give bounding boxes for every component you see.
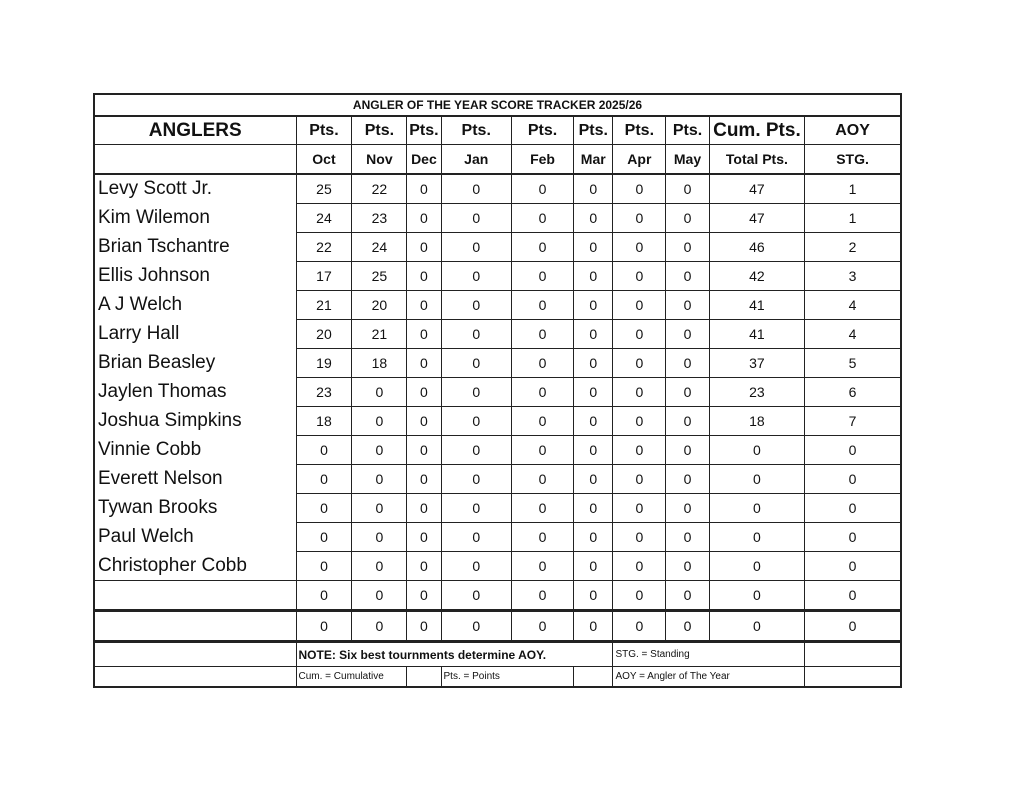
angler-row — [94, 291, 901, 320]
standing-cell: 0 — [805, 523, 901, 552]
month-points-cell: 0 — [296, 611, 352, 642]
angler-name: Vinnie Cobb — [94, 436, 296, 465]
angler-row — [94, 204, 901, 233]
month-points-cell: 22 — [352, 174, 407, 204]
month-points-cell: 0 — [296, 436, 352, 465]
month-header: Mar — [574, 145, 613, 175]
angler-name: Brian Beasley — [94, 349, 296, 378]
angler-row — [94, 349, 901, 378]
standing-cell: 0 — [805, 611, 901, 642]
blank-header-cell — [94, 145, 296, 175]
header-row-months — [94, 145, 901, 175]
month-points-cell: 0 — [666, 174, 710, 204]
month-points-cell: 0 — [441, 407, 511, 436]
angler-name: A J Welch — [94, 291, 296, 320]
angler-name — [94, 611, 296, 642]
month-points-cell: 22 — [296, 233, 352, 262]
title-row — [94, 94, 901, 116]
month-points-cell: 0 — [666, 349, 710, 378]
score-tracker-sheet — [93, 93, 902, 688]
month-header: May — [666, 145, 710, 175]
month-points-cell: 0 — [511, 233, 573, 262]
angler-name: Jaylen Thomas — [94, 378, 296, 407]
month-points-cell: 0 — [511, 465, 573, 494]
month-points-cell: 0 — [574, 465, 613, 494]
standing-cell: 7 — [805, 407, 901, 436]
month-points-cell: 24 — [352, 233, 407, 262]
month-points-cell: 25 — [352, 262, 407, 291]
month-points-cell: 0 — [613, 552, 666, 581]
month-points-cell: 0 — [574, 611, 613, 642]
month-points-cell: 0 — [352, 407, 407, 436]
angler-name: Levy Scott Jr. — [94, 174, 296, 204]
month-points-cell: 0 — [441, 523, 511, 552]
anglers-header: ANGLERS — [94, 116, 296, 145]
angler-row — [94, 262, 901, 291]
month-points-cell: 17 — [296, 262, 352, 291]
month-points-cell: 0 — [407, 581, 441, 611]
month-points-cell: 0 — [352, 611, 407, 642]
total-points-cell: 0 — [709, 523, 804, 552]
total-points-cell: 0 — [709, 494, 804, 523]
month-points-cell: 0 — [407, 349, 441, 378]
pts-header: Pts. — [352, 116, 407, 145]
month-points-cell: 0 — [511, 611, 573, 642]
total-points-cell: 47 — [709, 204, 804, 233]
month-points-cell: 0 — [613, 349, 666, 378]
month-points-cell: 0 — [352, 494, 407, 523]
standing-cell: 1 — [805, 204, 901, 233]
month-points-cell: 18 — [296, 407, 352, 436]
month-points-cell: 0 — [407, 320, 441, 349]
aoy-header: AOY — [805, 116, 901, 145]
pts-header: Pts. — [613, 116, 666, 145]
sheet-title: ANGLER OF THE YEAR SCORE TRACKER 2025/26 — [94, 94, 901, 116]
month-points-cell: 0 — [352, 552, 407, 581]
month-points-cell: 0 — [511, 204, 573, 233]
month-points-cell: 0 — [613, 494, 666, 523]
pts-header: Pts. — [296, 116, 352, 145]
month-points-cell: 0 — [407, 262, 441, 291]
month-header: Dec — [407, 145, 441, 175]
month-points-cell: 0 — [407, 611, 441, 642]
month-points-cell: 0 — [296, 465, 352, 494]
month-header: Feb — [511, 145, 573, 175]
month-points-cell: 0 — [407, 552, 441, 581]
month-points-cell: 0 — [296, 581, 352, 611]
month-points-cell: 0 — [574, 320, 613, 349]
angler-row — [94, 436, 901, 465]
month-points-cell: 0 — [574, 523, 613, 552]
standing-cell: 4 — [805, 291, 901, 320]
month-points-cell: 0 — [666, 436, 710, 465]
note-text: NOTE: Six best tournments determine AOY. — [296, 642, 613, 667]
month-points-cell: 0 — [511, 349, 573, 378]
legend-blank-cell — [94, 667, 296, 688]
standing-cell: 3 — [805, 262, 901, 291]
month-points-cell: 0 — [352, 378, 407, 407]
total-points-cell: 41 — [709, 320, 804, 349]
angler-row — [94, 174, 901, 204]
standing-cell: 0 — [805, 436, 901, 465]
month-points-cell: 19 — [296, 349, 352, 378]
month-points-cell: 0 — [613, 436, 666, 465]
angler-row — [94, 407, 901, 436]
note-blank-cell — [94, 642, 296, 667]
month-points-cell: 0 — [666, 611, 710, 642]
month-points-cell: 0 — [666, 523, 710, 552]
month-points-cell: 0 — [441, 204, 511, 233]
angler-row — [94, 494, 901, 523]
month-points-cell: 0 — [613, 611, 666, 642]
angler-name: Larry Hall — [94, 320, 296, 349]
month-points-cell: 0 — [574, 262, 613, 291]
total-points-cell: 0 — [709, 552, 804, 581]
pts-header: Pts. — [407, 116, 441, 145]
month-points-cell: 0 — [511, 174, 573, 204]
total-points-cell: 46 — [709, 233, 804, 262]
legend-blank-cell — [574, 667, 613, 688]
month-header: Jan — [441, 145, 511, 175]
month-points-cell: 0 — [511, 436, 573, 465]
month-points-cell: 0 — [613, 291, 666, 320]
month-points-cell: 0 — [574, 436, 613, 465]
angler-name — [94, 581, 296, 611]
legend-row — [94, 667, 901, 688]
month-points-cell: 0 — [666, 465, 710, 494]
month-points-cell: 0 — [574, 174, 613, 204]
standing-cell: 2 — [805, 233, 901, 262]
month-points-cell: 0 — [511, 291, 573, 320]
month-points-cell: 0 — [574, 494, 613, 523]
angler-name: Paul Welch — [94, 523, 296, 552]
angler-name: Joshua Simpkins — [94, 407, 296, 436]
month-points-cell: 0 — [407, 494, 441, 523]
angler-row — [94, 611, 901, 642]
month-points-cell: 0 — [407, 204, 441, 233]
aoy-legend: AOY = Angler of The Year — [613, 667, 805, 688]
month-points-cell: 0 — [613, 204, 666, 233]
month-points-cell: 23 — [352, 204, 407, 233]
total-points-cell: 42 — [709, 262, 804, 291]
month-points-cell: 0 — [666, 552, 710, 581]
month-header: Apr — [613, 145, 666, 175]
total-pts-header: Total Pts. — [709, 145, 804, 175]
note-row — [94, 642, 901, 667]
month-points-cell: 0 — [407, 407, 441, 436]
total-points-cell: 23 — [709, 378, 804, 407]
month-points-cell: 0 — [511, 523, 573, 552]
month-points-cell: 0 — [407, 465, 441, 494]
month-points-cell: 0 — [613, 174, 666, 204]
month-points-cell: 0 — [613, 233, 666, 262]
standing-cell: 0 — [805, 581, 901, 611]
month-points-cell: 0 — [666, 233, 710, 262]
month-points-cell: 0 — [666, 320, 710, 349]
standing-cell: 6 — [805, 378, 901, 407]
month-points-cell: 0 — [613, 262, 666, 291]
stg-header: STG. — [805, 145, 901, 175]
angler-name: Christopher Cobb — [94, 552, 296, 581]
month-points-cell: 25 — [296, 174, 352, 204]
month-points-cell: 0 — [574, 378, 613, 407]
angler-row — [94, 523, 901, 552]
month-points-cell: 0 — [407, 436, 441, 465]
legend-blank-cell — [805, 667, 901, 688]
month-points-cell: 0 — [441, 349, 511, 378]
month-points-cell: 0 — [574, 581, 613, 611]
standing-cell: 1 — [805, 174, 901, 204]
standing-cell: 0 — [805, 465, 901, 494]
month-points-cell: 0 — [352, 436, 407, 465]
month-points-cell: 0 — [574, 349, 613, 378]
total-points-cell: 47 — [709, 174, 804, 204]
month-points-cell: 0 — [441, 436, 511, 465]
total-points-cell: 0 — [709, 611, 804, 642]
standing-cell: 0 — [805, 494, 901, 523]
month-points-cell: 0 — [352, 523, 407, 552]
month-points-cell: 20 — [352, 291, 407, 320]
standing-cell: 4 — [805, 320, 901, 349]
month-points-cell: 0 — [511, 407, 573, 436]
month-points-cell: 0 — [613, 465, 666, 494]
angler-name: Brian Tschantre — [94, 233, 296, 262]
header-row-points — [94, 116, 901, 145]
month-points-cell: 21 — [296, 291, 352, 320]
angler-row — [94, 233, 901, 262]
angler-row — [94, 581, 901, 611]
pts-header: Pts. — [574, 116, 613, 145]
month-points-cell: 0 — [574, 233, 613, 262]
month-points-cell: 0 — [441, 262, 511, 291]
angler-name: Everett Nelson — [94, 465, 296, 494]
month-points-cell: 0 — [441, 581, 511, 611]
month-header: Nov — [352, 145, 407, 175]
standing-cell: 0 — [805, 552, 901, 581]
month-points-cell: 0 — [441, 174, 511, 204]
month-points-cell: 0 — [613, 523, 666, 552]
cum-pts-header: Cum. Pts. — [709, 116, 804, 145]
month-points-cell: 0 — [666, 291, 710, 320]
month-points-cell: 24 — [296, 204, 352, 233]
month-points-cell: 0 — [511, 320, 573, 349]
month-points-cell: 0 — [511, 581, 573, 611]
month-points-cell: 0 — [574, 552, 613, 581]
total-points-cell: 37 — [709, 349, 804, 378]
month-points-cell: 0 — [407, 174, 441, 204]
month-points-cell: 0 — [407, 523, 441, 552]
month-points-cell: 0 — [407, 378, 441, 407]
month-points-cell: 0 — [511, 262, 573, 291]
month-points-cell: 0 — [666, 494, 710, 523]
month-points-cell: 0 — [574, 204, 613, 233]
month-points-cell: 0 — [666, 378, 710, 407]
month-points-cell: 20 — [296, 320, 352, 349]
month-points-cell: 0 — [666, 262, 710, 291]
month-points-cell: 0 — [441, 494, 511, 523]
month-points-cell: 0 — [441, 320, 511, 349]
month-points-cell: 0 — [574, 291, 613, 320]
score-table — [93, 93, 902, 688]
month-points-cell: 0 — [666, 581, 710, 611]
angler-row — [94, 378, 901, 407]
month-points-cell: 0 — [613, 407, 666, 436]
month-points-cell: 0 — [407, 291, 441, 320]
angler-row — [94, 552, 901, 581]
total-points-cell: 0 — [709, 436, 804, 465]
pts-header: Pts. — [511, 116, 573, 145]
angler-name: Ellis Johnson — [94, 262, 296, 291]
month-points-cell: 0 — [352, 581, 407, 611]
month-points-cell: 0 — [441, 291, 511, 320]
month-points-cell: 0 — [296, 494, 352, 523]
month-points-cell: 0 — [666, 204, 710, 233]
total-points-cell: 0 — [709, 465, 804, 494]
month-points-cell: 0 — [296, 552, 352, 581]
cum-legend: Cum. = Cumulative — [296, 667, 407, 688]
month-points-cell: 0 — [511, 494, 573, 523]
month-points-cell: 0 — [511, 552, 573, 581]
month-points-cell: 0 — [441, 378, 511, 407]
standing-cell: 5 — [805, 349, 901, 378]
legend-blank-cell — [407, 667, 441, 688]
pts-legend: Pts. = Points — [441, 667, 574, 688]
total-points-cell: 18 — [709, 407, 804, 436]
angler-name: Kim Wilemon — [94, 204, 296, 233]
month-points-cell: 0 — [574, 407, 613, 436]
month-points-cell: 0 — [441, 465, 511, 494]
note-blank-cell — [805, 642, 901, 667]
angler-row — [94, 465, 901, 494]
month-points-cell: 18 — [352, 349, 407, 378]
pts-header: Pts. — [666, 116, 710, 145]
month-points-cell: 0 — [666, 407, 710, 436]
month-points-cell: 21 — [352, 320, 407, 349]
month-points-cell: 0 — [613, 581, 666, 611]
month-points-cell: 0 — [511, 378, 573, 407]
month-header: Oct — [296, 145, 352, 175]
angler-row — [94, 320, 901, 349]
month-points-cell: 0 — [352, 465, 407, 494]
month-points-cell: 0 — [296, 523, 352, 552]
pts-header: Pts. — [441, 116, 511, 145]
month-points-cell: 0 — [441, 611, 511, 642]
total-points-cell: 41 — [709, 291, 804, 320]
month-points-cell: 0 — [613, 378, 666, 407]
month-points-cell: 0 — [441, 552, 511, 581]
month-points-cell: 23 — [296, 378, 352, 407]
month-points-cell: 0 — [441, 233, 511, 262]
month-points-cell: 0 — [407, 233, 441, 262]
total-points-cell: 0 — [709, 581, 804, 611]
stg-legend: STG. = Standing — [613, 642, 805, 667]
angler-name: Tywan Brooks — [94, 494, 296, 523]
month-points-cell: 0 — [613, 320, 666, 349]
